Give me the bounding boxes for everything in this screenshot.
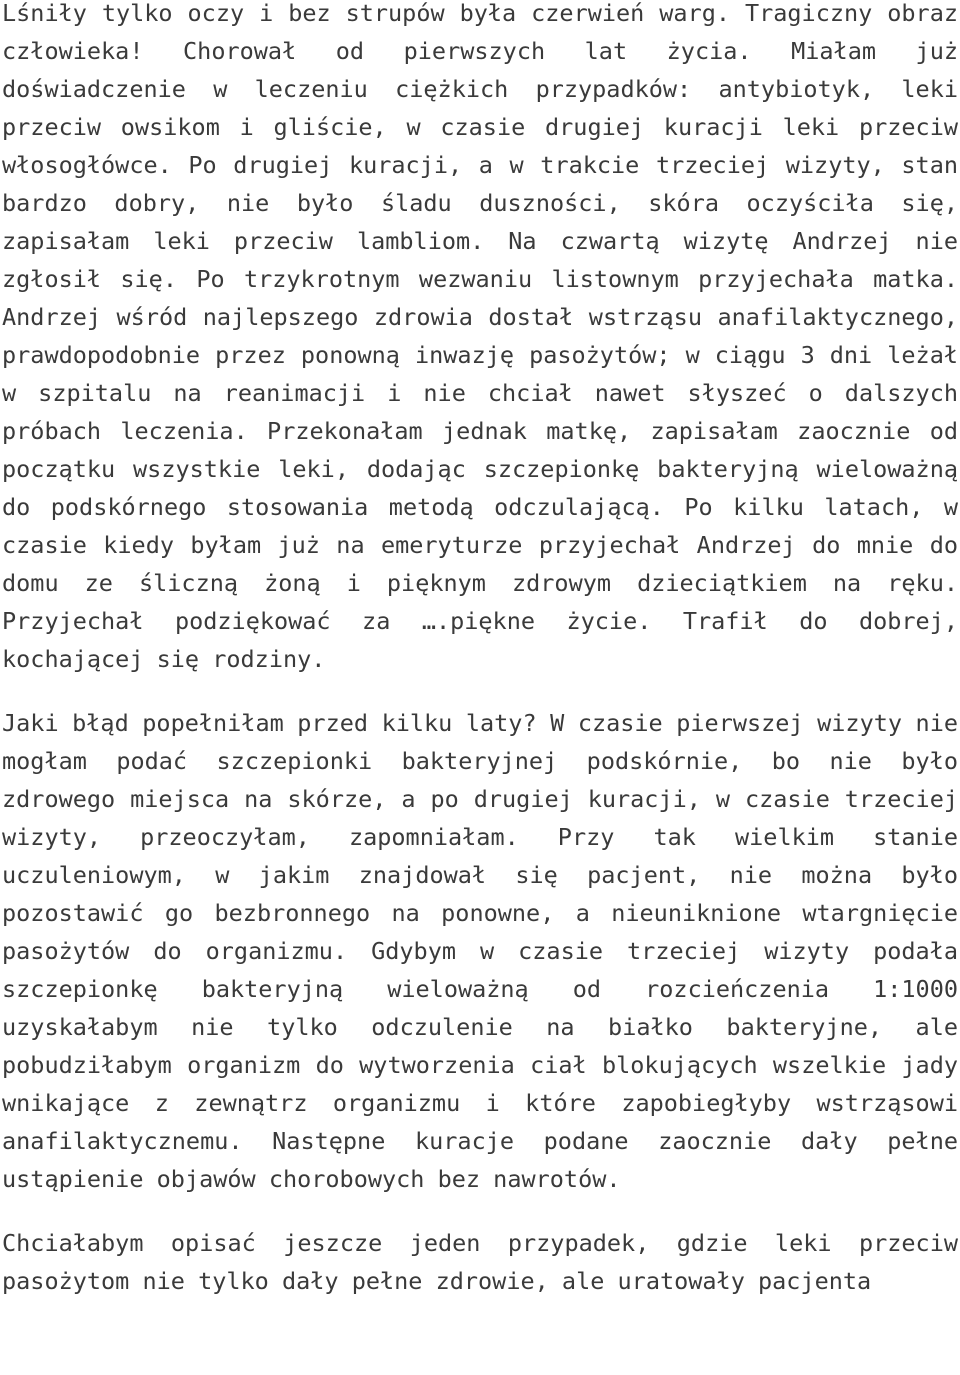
paragraph-next-case-intro: Chciałabym opisać jeszcze jeden przypadek, gdzie leki przeciw pasożytom nie tylko dały pełne zdrowie, ale uratowały pacjenta: [2, 1229, 958, 1295]
paragraph-mistake-reflection: Jaki błąd popełniłam przed kilku laty? W czasie pierwszej wizyty nie mogłam podać szczepionki bakteryjnej podskórnie, bo nie było zdrowego miejsca na skórze, a po drugiej kuracji, w czasie trzeciej wizyty, przeoczyłam, zapomniałam. Przy tak wielkim stanie uczuleniowym, w jakim znajdował się pacjent, nie można było pozostawić go bezbronnego na ponowne, a nieuniknione wtargnięcie pasożytów do organizmu. Gdybym w czasie trzeciej wizyty podała szczepionkę bakteryjną wieloważną od rozcieńczenia 1:1000 uzyskałabym nie tylko odczulenie na białko bakteryjne, ale pobudziłabym organizm do wytworzenia ciał blokujących wszelkie jady wnikające z zewnątrz organizmu i które zapobiegłyby wstrząsowi anafilaktycznemu. Następne kuracje podane zaocznie dały pełne ustąpienie objawów chorobowych bez nawrotów.: [2, 709, 958, 1193]
paragraph-andrzej-case: Lśniły tylko oczy i bez strupów była czerwień warg. Tragiczny obraz człowieka! Chorował od pierwszych lat życia. Miałam już doświadczenie w leczeniu ciężkich przypadków: antybiotyk, leki przeciw owsikom i gliście, w czasie drugiej kuracji leki przeciw włosogłówce. Po drugiej kuracji, a w trakcie trzeciej wizyty, stan bardzo dobry, nie było śladu duszności, skóra oczyściła się, zapisałam leki przeciw lambliom. Na czwartą wizytę Andrzej nie zgłosił się. Po trzykrotnym wezwaniu listownym przyjechała matka. Andrzej wśród najlepszego zdrowia dostał wstrząsu anafilaktycznego, prawdopodobnie przez ponowną inwazję pasożytów; w ciągu 3 dni leżał w szpitalu na reanimacji i nie chciał nawet słyszeć o dalszych próbach leczenia. Przekonałam jednak matkę, zapisałam zaocznie od początku wszystkie leki, dodając szczepionkę bakteryjną wieloważną do podskórnego stosowania metodą odczulającą. Po kilku latach, w czasie kiedy byłam już na emeryturze przyjechał Andrzej do mnie do domu ze śliczną żoną i pięknym zdrowym dzieciątkiem na ręku. Przyjechał podziękować za ….piękne życie. Trafił do dobrej, kochającej się rodziny.: [2, 0, 958, 673]
